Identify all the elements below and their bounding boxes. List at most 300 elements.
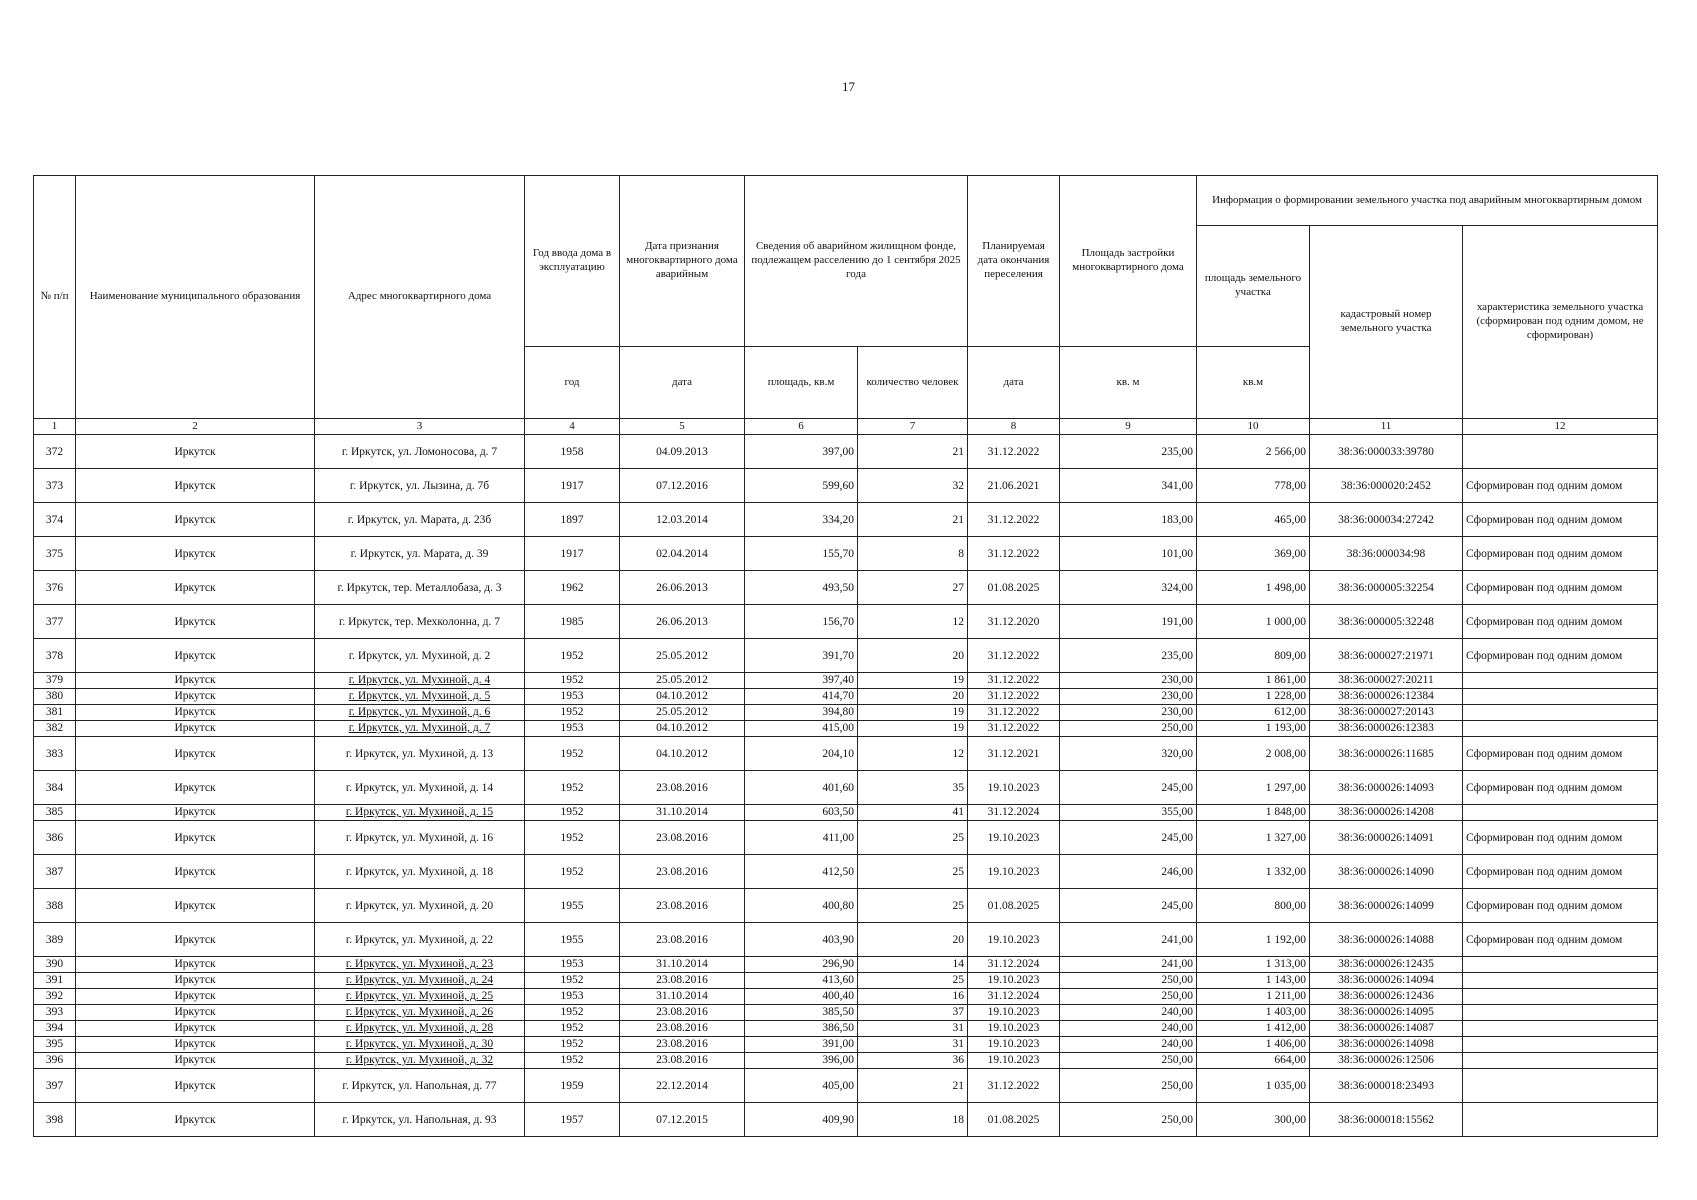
area-cell: 386,50 — [745, 1021, 858, 1037]
people-cell: 20 — [858, 923, 968, 957]
year-cell: 1952 — [525, 1021, 620, 1037]
table-row — [34, 973, 1658, 989]
year-cell: 1952 — [525, 673, 620, 689]
cadastral-cell: 38:36:000026:14087 — [1310, 1021, 1463, 1037]
building-area-cell: 240,00 — [1060, 1005, 1197, 1021]
people-cell: 20 — [858, 689, 968, 705]
row-number: 379 — [34, 673, 76, 689]
building-area-cell: 250,00 — [1060, 1069, 1197, 1103]
end-date-cell: 31.12.2024 — [968, 989, 1060, 1005]
building-area-cell: 250,00 — [1060, 989, 1197, 1005]
page-number: 17 — [842, 79, 855, 94]
recognition-date-cell: 25.05.2012 — [620, 673, 745, 689]
people-cell: 27 — [858, 571, 968, 605]
land-area-cell: 1 412,00 — [1197, 1021, 1310, 1037]
characteristic-cell — [1463, 957, 1658, 973]
land-area-cell: 1 406,00 — [1197, 1037, 1310, 1053]
header-emergency-fund-info: Сведения об аварийном жилищном фонде, подлежащем расселению до 1 сентября 2025 года — [745, 176, 968, 347]
people-cell: 19 — [858, 705, 968, 721]
municipality-cell: Иркутск — [76, 571, 315, 605]
address-cell: г. Иркутск, тер. Мехколонна, д. 7 — [315, 605, 525, 639]
municipality-cell: Иркутск — [76, 973, 315, 989]
row-number: 387 — [34, 855, 76, 889]
row-number: 391 — [34, 973, 76, 989]
characteristic-cell — [1463, 1103, 1658, 1137]
area-cell: 411,00 — [745, 821, 858, 855]
characteristic-cell — [1463, 1037, 1658, 1053]
end-date-cell: 19.10.2023 — [968, 1005, 1060, 1021]
year-cell: 1953 — [525, 989, 620, 1005]
municipality-cell: Иркутск — [76, 737, 315, 771]
characteristic-cell: Сформирован под одним домом — [1463, 469, 1658, 503]
building-area-cell: 235,00 — [1060, 435, 1197, 469]
year-cell: 1952 — [525, 821, 620, 855]
cadastral-cell: 38:36:000018:23493 — [1310, 1069, 1463, 1103]
recognition-date-cell: 04.10.2012 — [620, 721, 745, 737]
recognition-date-cell: 12.03.2014 — [620, 503, 745, 537]
area-cell: 334,20 — [745, 503, 858, 537]
recognition-date-cell: 23.08.2016 — [620, 771, 745, 805]
cadastral-cell: 38:36:000020:2452 — [1310, 469, 1463, 503]
cadastral-cell: 38:36:000026:12506 — [1310, 1053, 1463, 1069]
address-cell: г. Иркутск, ул. Мухиной, д. 28 — [315, 1021, 525, 1037]
table-row — [34, 605, 1658, 639]
address-cell: г. Иркутск, ул. Мухиной, д. 24 — [315, 973, 525, 989]
table-row — [34, 889, 1658, 923]
characteristic-cell — [1463, 973, 1658, 989]
building-area-cell: 320,00 — [1060, 737, 1197, 771]
row-number: 397 — [34, 1069, 76, 1103]
end-date-cell: 19.10.2023 — [968, 771, 1060, 805]
recognition-date-cell: 25.05.2012 — [620, 705, 745, 721]
end-date-cell: 31.12.2024 — [968, 957, 1060, 973]
people-cell: 36 — [858, 1053, 968, 1069]
people-cell: 20 — [858, 639, 968, 673]
land-area-cell: 465,00 — [1197, 503, 1310, 537]
municipality-cell: Иркутск — [76, 435, 315, 469]
end-date-cell: 19.10.2023 — [968, 1053, 1060, 1069]
area-cell: 403,90 — [745, 923, 858, 957]
recognition-date-cell: 02.04.2014 — [620, 537, 745, 571]
building-area-cell: 250,00 — [1060, 1103, 1197, 1137]
people-cell: 8 — [858, 537, 968, 571]
year-cell: 1953 — [525, 721, 620, 737]
people-cell: 16 — [858, 989, 968, 1005]
row-number: 392 — [34, 989, 76, 1005]
people-cell: 25 — [858, 821, 968, 855]
characteristic-cell — [1463, 1005, 1658, 1021]
building-area-cell: 324,00 — [1060, 571, 1197, 605]
recognition-date-cell: 07.12.2015 — [620, 1103, 745, 1137]
recognition-date-cell: 23.08.2016 — [620, 1021, 745, 1037]
land-area-cell: 2 008,00 — [1197, 737, 1310, 771]
address-cell: г. Иркутск, ул. Мухиной, д. 6 — [315, 705, 525, 721]
land-area-cell: 1 848,00 — [1197, 805, 1310, 821]
table-row — [34, 571, 1658, 605]
cadastral-cell: 38:36:000005:32254 — [1310, 571, 1463, 605]
row-number: 390 — [34, 957, 76, 973]
cadastral-cell: 38:36:000026:14095 — [1310, 1005, 1463, 1021]
recognition-date-cell: 23.08.2016 — [620, 923, 745, 957]
end-date-cell: 31.12.2022 — [968, 435, 1060, 469]
building-area-cell: 183,00 — [1060, 503, 1197, 537]
table-row — [34, 689, 1658, 705]
cadastral-cell: 38:36:000026:14088 — [1310, 923, 1463, 957]
building-area-cell: 241,00 — [1060, 923, 1197, 957]
unit-people: количество человек — [858, 347, 968, 419]
building-area-cell: 240,00 — [1060, 1021, 1197, 1037]
table-row — [34, 1005, 1658, 1021]
municipality-cell: Иркутск — [76, 1103, 315, 1137]
people-cell: 14 — [858, 957, 968, 973]
characteristic-cell — [1463, 1053, 1658, 1069]
column-numbers-row — [34, 419, 1658, 435]
recognition-date-cell: 23.08.2016 — [620, 821, 745, 855]
end-date-cell: 31.12.2020 — [968, 605, 1060, 639]
year-cell: 1957 — [525, 1103, 620, 1137]
people-cell: 12 — [858, 737, 968, 771]
end-date-cell: 19.10.2023 — [968, 973, 1060, 989]
end-date-cell: 31.12.2022 — [968, 537, 1060, 571]
municipality-cell: Иркутск — [76, 889, 315, 923]
characteristic-cell: Сформирован под одним домом — [1463, 737, 1658, 771]
cadastral-cell: 38:36:000027:20143 — [1310, 705, 1463, 721]
land-area-cell: 612,00 — [1197, 705, 1310, 721]
table-row — [34, 771, 1658, 805]
land-area-cell: 1 861,00 — [1197, 673, 1310, 689]
area-cell: 415,00 — [745, 721, 858, 737]
characteristic-cell — [1463, 1069, 1658, 1103]
end-date-cell: 31.12.2021 — [968, 737, 1060, 771]
municipality-cell: Иркутск — [76, 705, 315, 721]
column-number: 8 — [968, 419, 1060, 435]
table-row — [34, 957, 1658, 973]
people-cell: 21 — [858, 435, 968, 469]
end-date-cell: 19.10.2023 — [968, 821, 1060, 855]
people-cell: 32 — [858, 469, 968, 503]
land-area-cell: 1 211,00 — [1197, 989, 1310, 1005]
header-recognition-date: Дата признания многоквартирного дома аварийным — [620, 176, 745, 347]
unit-kv-m: кв. м — [1060, 347, 1197, 419]
table-row — [34, 805, 1658, 821]
table-row — [34, 503, 1658, 537]
end-date-cell: 31.12.2022 — [968, 639, 1060, 673]
address-cell: г. Иркутск, ул. Мухиной, д. 5 — [315, 689, 525, 705]
area-cell: 397,00 — [745, 435, 858, 469]
people-cell: 37 — [858, 1005, 968, 1021]
cadastral-cell: 38:36:000026:11685 — [1310, 737, 1463, 771]
characteristic-cell: Сформирован под одним домом — [1463, 855, 1658, 889]
unit-area-sqm: площадь, кв.м — [745, 347, 858, 419]
address-cell: г. Иркутск, ул. Мухиной, д. 14 — [315, 771, 525, 805]
municipality-cell: Иркутск — [76, 771, 315, 805]
table-row — [34, 855, 1658, 889]
year-cell: 1952 — [525, 1037, 620, 1053]
municipality-cell: Иркутск — [76, 805, 315, 821]
characteristic-cell: Сформирован под одним домом — [1463, 605, 1658, 639]
characteristic-cell — [1463, 805, 1658, 821]
people-cell: 12 — [858, 605, 968, 639]
end-date-cell: 19.10.2023 — [968, 923, 1060, 957]
column-number: 7 — [858, 419, 968, 435]
row-number: 374 — [34, 503, 76, 537]
row-number: 384 — [34, 771, 76, 805]
area-cell: 156,70 — [745, 605, 858, 639]
cadastral-cell: 38:36:000027:20211 — [1310, 673, 1463, 689]
area-cell: 409,90 — [745, 1103, 858, 1137]
area-cell: 599,60 — [745, 469, 858, 503]
area-cell: 405,00 — [745, 1069, 858, 1103]
people-cell: 21 — [858, 1069, 968, 1103]
area-cell: 413,60 — [745, 973, 858, 989]
area-cell: 414,70 — [745, 689, 858, 705]
recognition-date-cell: 23.08.2016 — [620, 889, 745, 923]
building-area-cell: 230,00 — [1060, 673, 1197, 689]
table-row — [34, 737, 1658, 771]
recognition-date-cell: 31.10.2014 — [620, 957, 745, 973]
year-cell: 1952 — [525, 973, 620, 989]
year-cell: 1962 — [525, 571, 620, 605]
row-number: 381 — [34, 705, 76, 721]
people-cell: 41 — [858, 805, 968, 821]
land-area-cell: 1 228,00 — [1197, 689, 1310, 705]
row-number: 383 — [34, 737, 76, 771]
area-cell: 400,40 — [745, 989, 858, 1005]
header-cadastral-number: кадастровый номер земельного участка — [1310, 226, 1463, 419]
municipality-cell: Иркутск — [76, 537, 315, 571]
building-area-cell: 245,00 — [1060, 889, 1197, 923]
table-body — [34, 435, 1658, 1137]
unit-date-end: дата — [968, 347, 1060, 419]
municipality-cell: Иркутск — [76, 1037, 315, 1053]
municipality-cell: Иркутск — [76, 1005, 315, 1021]
land-area-cell: 1 193,00 — [1197, 721, 1310, 737]
recognition-date-cell: 26.06.2013 — [620, 571, 745, 605]
row-number: 373 — [34, 469, 76, 503]
municipality-cell: Иркутск — [76, 469, 315, 503]
land-area-cell: 1 403,00 — [1197, 1005, 1310, 1021]
cadastral-cell: 38:36:000034:98 — [1310, 537, 1463, 571]
characteristic-cell: Сформирован под одним домом — [1463, 889, 1658, 923]
people-cell: 19 — [858, 673, 968, 689]
unit-kvm: кв.м — [1197, 347, 1310, 419]
address-cell: г. Иркутск, ул. Мухиной, д. 32 — [315, 1053, 525, 1069]
cadastral-cell: 38:36:000026:12384 — [1310, 689, 1463, 705]
characteristic-cell: Сформирован под одним домом — [1463, 537, 1658, 571]
header-land-area: площадь земельного участка — [1197, 226, 1310, 347]
area-cell: 400,80 — [745, 889, 858, 923]
column-number: 2 — [76, 419, 315, 435]
characteristic-cell: Сформирован под одним домом — [1463, 571, 1658, 605]
municipality-cell: Иркутск — [76, 1053, 315, 1069]
end-date-cell: 31.12.2022 — [968, 689, 1060, 705]
cadastral-cell: 38:36:000026:14093 — [1310, 771, 1463, 805]
year-cell: 1958 — [525, 435, 620, 469]
area-cell: 412,50 — [745, 855, 858, 889]
row-number: 385 — [34, 805, 76, 821]
column-number: 10 — [1197, 419, 1310, 435]
end-date-cell: 31.12.2022 — [968, 503, 1060, 537]
row-number: 398 — [34, 1103, 76, 1137]
address-cell: г. Иркутск, ул. Мухиной, д. 20 — [315, 889, 525, 923]
recognition-date-cell: 22.12.2014 — [620, 1069, 745, 1103]
header-building-area: Площадь застройки многоквартирного дома — [1060, 176, 1197, 347]
table-row — [34, 1069, 1658, 1103]
address-cell: г. Иркутск, ул. Ломоносова, д. 7 — [315, 435, 525, 469]
recognition-date-cell: 23.08.2016 — [620, 1005, 745, 1021]
column-number: 1 — [34, 419, 76, 435]
end-date-cell: 21.06.2021 — [968, 469, 1060, 503]
land-area-cell: 664,00 — [1197, 1053, 1310, 1069]
table-row — [34, 537, 1658, 571]
row-number: 372 — [34, 435, 76, 469]
people-cell: 35 — [858, 771, 968, 805]
table-row — [34, 639, 1658, 673]
end-date-cell: 01.08.2025 — [968, 889, 1060, 923]
year-cell: 1953 — [525, 957, 620, 973]
address-cell: г. Иркутск, ул. Мухиной, д. 26 — [315, 1005, 525, 1021]
row-number: 393 — [34, 1005, 76, 1021]
recognition-date-cell: 23.08.2016 — [620, 973, 745, 989]
building-area-cell: 245,00 — [1060, 821, 1197, 855]
municipality-cell: Иркутск — [76, 855, 315, 889]
year-cell: 1952 — [525, 805, 620, 821]
building-area-cell: 355,00 — [1060, 805, 1197, 821]
municipality-cell: Иркутск — [76, 605, 315, 639]
land-area-cell: 300,00 — [1197, 1103, 1310, 1137]
land-area-cell: 1 327,00 — [1197, 821, 1310, 855]
characteristic-cell — [1463, 689, 1658, 705]
year-cell: 1955 — [525, 889, 620, 923]
row-number: 377 — [34, 605, 76, 639]
people-cell: 31 — [858, 1021, 968, 1037]
characteristic-cell: Сформирован под одним домом — [1463, 503, 1658, 537]
land-area-cell: 809,00 — [1197, 639, 1310, 673]
land-area-cell: 1 313,00 — [1197, 957, 1310, 973]
table-row — [34, 705, 1658, 721]
table-row — [34, 1037, 1658, 1053]
people-cell: 31 — [858, 1037, 968, 1053]
area-cell: 493,50 — [745, 571, 858, 605]
year-cell: 1959 — [525, 1069, 620, 1103]
address-cell: г. Иркутск, ул. Мухиной, д. 22 — [315, 923, 525, 957]
building-area-cell: 341,00 — [1060, 469, 1197, 503]
area-cell: 204,10 — [745, 737, 858, 771]
land-area-cell: 1 332,00 — [1197, 855, 1310, 889]
year-cell: 1952 — [525, 1005, 620, 1021]
land-area-cell: 1 192,00 — [1197, 923, 1310, 957]
people-cell: 25 — [858, 889, 968, 923]
recognition-date-cell: 04.09.2013 — [620, 435, 745, 469]
row-number: 382 — [34, 721, 76, 737]
cadastral-cell: 38:36:000026:14091 — [1310, 821, 1463, 855]
row-number: 386 — [34, 821, 76, 855]
recognition-date-cell: 07.12.2016 — [620, 469, 745, 503]
row-number: 388 — [34, 889, 76, 923]
column-number: 11 — [1310, 419, 1463, 435]
building-area-cell: 250,00 — [1060, 973, 1197, 989]
cadastral-cell: 38:36:000026:12435 — [1310, 957, 1463, 973]
row-number: 376 — [34, 571, 76, 605]
row-number: 378 — [34, 639, 76, 673]
row-number: 375 — [34, 537, 76, 571]
cadastral-cell: 38:36:000018:15562 — [1310, 1103, 1463, 1137]
area-cell: 296,90 — [745, 957, 858, 973]
cadastral-cell: 38:36:000026:12436 — [1310, 989, 1463, 1005]
recognition-date-cell: 04.10.2012 — [620, 689, 745, 705]
building-area-cell: 101,00 — [1060, 537, 1197, 571]
characteristic-cell — [1463, 721, 1658, 737]
cadastral-cell: 38:36:000026:14090 — [1310, 855, 1463, 889]
address-cell: г. Иркутск, ул. Мухиной, д. 4 — [315, 673, 525, 689]
municipality-cell: Иркутск — [76, 689, 315, 705]
address-cell: г. Иркутск, тер. Металлобаза, д. 3 — [315, 571, 525, 605]
building-area-cell: 240,00 — [1060, 1037, 1197, 1053]
year-cell: 1952 — [525, 737, 620, 771]
people-cell: 25 — [858, 973, 968, 989]
year-cell: 1917 — [525, 469, 620, 503]
municipality-cell: Иркутск — [76, 673, 315, 689]
recognition-date-cell: 23.08.2016 — [620, 1053, 745, 1069]
end-date-cell: 01.08.2025 — [968, 1103, 1060, 1137]
area-cell: 603,50 — [745, 805, 858, 821]
cadastral-cell: 38:36:000005:32248 — [1310, 605, 1463, 639]
end-date-cell: 31.12.2022 — [968, 721, 1060, 737]
recognition-date-cell: 23.08.2016 — [620, 855, 745, 889]
municipality-cell: Иркутск — [76, 957, 315, 973]
municipality-cell: Иркутск — [76, 639, 315, 673]
recognition-date-cell: 31.10.2014 — [620, 989, 745, 1005]
building-area-cell: 230,00 — [1060, 689, 1197, 705]
year-cell: 1952 — [525, 705, 620, 721]
cadastral-cell: 38:36:000034:27242 — [1310, 503, 1463, 537]
characteristic-cell — [1463, 705, 1658, 721]
area-cell: 391,00 — [745, 1037, 858, 1053]
end-date-cell: 19.10.2023 — [968, 855, 1060, 889]
table-row — [34, 1021, 1658, 1037]
header-planned-end-date: Планируемая дата окончания переселения — [968, 176, 1060, 347]
building-area-cell: 250,00 — [1060, 1053, 1197, 1069]
header-municipality: Наименование муниципального образования — [76, 176, 315, 419]
row-number: 396 — [34, 1053, 76, 1069]
end-date-cell: 01.08.2025 — [968, 571, 1060, 605]
area-cell: 401,60 — [745, 771, 858, 805]
cadastral-cell: 38:36:000026:14208 — [1310, 805, 1463, 821]
table-row — [34, 673, 1658, 689]
end-date-cell: 19.10.2023 — [968, 1021, 1060, 1037]
address-cell: г. Иркутск, ул. Мухиной, д. 25 — [315, 989, 525, 1005]
unit-year: год — [525, 347, 620, 419]
table-row — [34, 1103, 1658, 1137]
building-area-cell: 246,00 — [1060, 855, 1197, 889]
cadastral-cell: 38:36:000027:21971 — [1310, 639, 1463, 673]
land-area-cell: 2 566,00 — [1197, 435, 1310, 469]
municipality-cell: Иркутск — [76, 923, 315, 957]
cadastral-cell: 38:36:000026:14099 — [1310, 889, 1463, 923]
municipality-cell: Иркутск — [76, 1069, 315, 1103]
municipality-cell: Иркутск — [76, 503, 315, 537]
table-row — [34, 1053, 1658, 1069]
end-date-cell: 31.12.2022 — [968, 705, 1060, 721]
column-number: 12 — [1463, 419, 1658, 435]
characteristic-cell — [1463, 989, 1658, 1005]
row-number: 395 — [34, 1037, 76, 1053]
address-cell: г. Иркутск, ул. Марата, д. 39 — [315, 537, 525, 571]
area-cell: 155,70 — [745, 537, 858, 571]
characteristic-cell: Сформирован под одним домом — [1463, 923, 1658, 957]
land-area-cell: 1 498,00 — [1197, 571, 1310, 605]
municipality-cell: Иркутск — [76, 989, 315, 1005]
